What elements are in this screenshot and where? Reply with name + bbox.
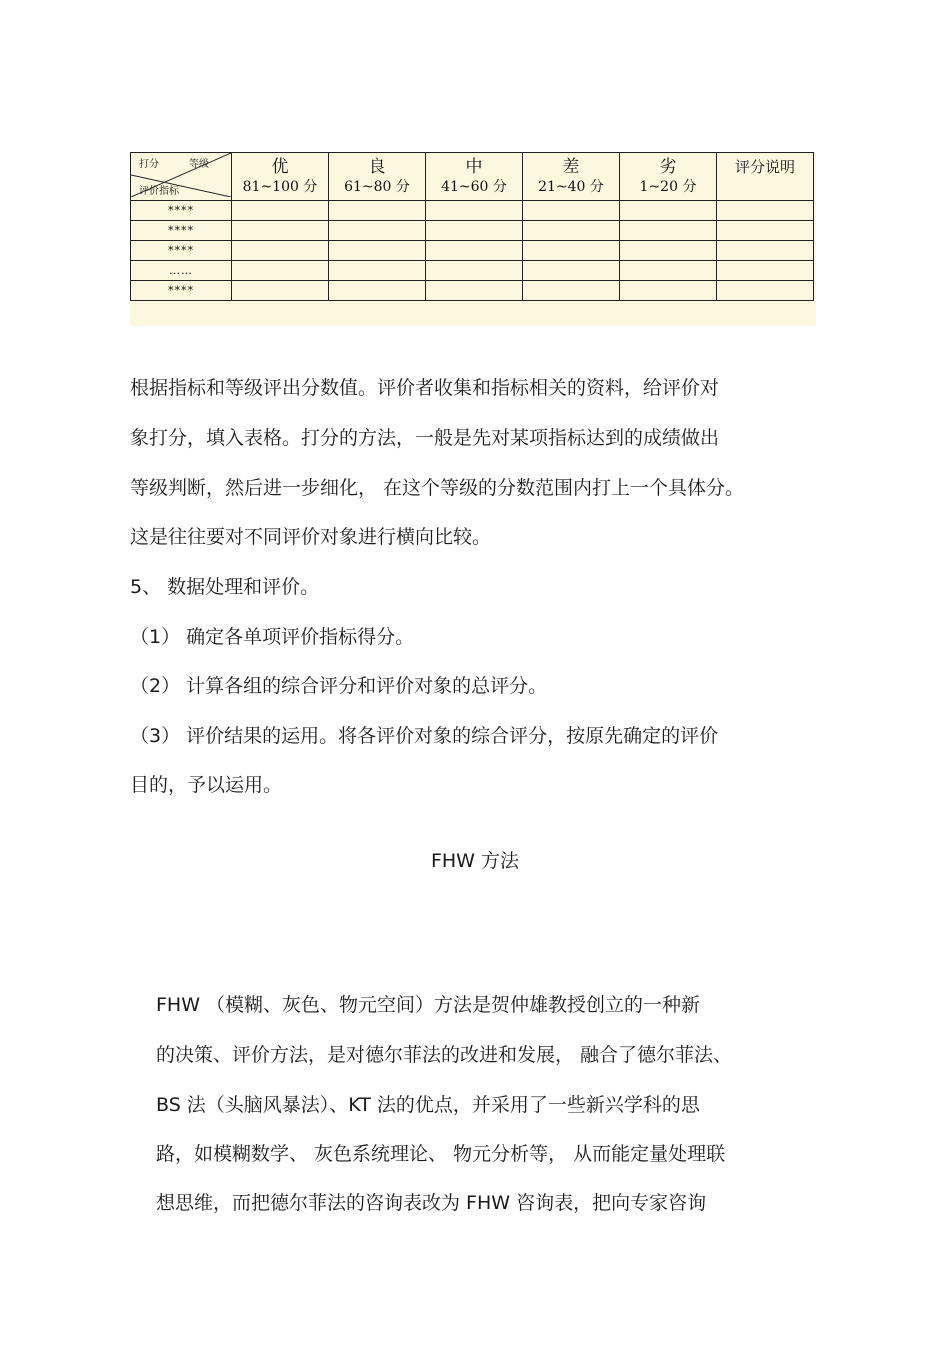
corner-label-grade: 等级: [189, 159, 209, 170]
grade-range: 21~40 分: [538, 179, 604, 195]
paragraph-line: 根据指标和等级评出分数值。评价者收集和指标相关的资料，给评价对: [130, 377, 720, 399]
grade-range: 41~60 分: [441, 179, 507, 195]
fhw-paragraph-line: 的决策、评价方法，是对德尔菲法的改进和发展， 融合了德尔菲法、: [156, 1044, 733, 1066]
table-row: [131, 281, 814, 301]
fhw-paragraph-line: 路，如模糊数学、 灰色系统理论、 物元分析等， 从而能定量处理联: [156, 1143, 726, 1165]
table-row: [131, 241, 814, 261]
list-item-continuation: 目的，予以运用。: [130, 774, 283, 796]
grade-header-poor: [523, 153, 620, 201]
notes-header: 评分说明: [717, 153, 814, 201]
list-heading: 5、 数据处理和评价。: [130, 576, 320, 598]
fhw-paragraph-line: 想思维，而把德尔菲法的咨询表改为 FHW 咨询表，把向专家咨询: [156, 1192, 707, 1214]
paragraph-line: 这是往往要对不同评价对象进行横向比较。: [130, 526, 492, 548]
grade-range: 61~80 分: [344, 179, 410, 195]
corner-label-indicator: 评价指标: [139, 186, 179, 197]
grade-header-good: [329, 153, 426, 201]
list-item: （3） 评价结果的运用。将各评价对象的综合评分，按原先确定的评价: [130, 725, 719, 747]
table-row: [131, 201, 814, 221]
grade-name: 差: [562, 157, 580, 177]
scoring-table: [130, 152, 814, 301]
grade-name: 劣: [659, 157, 677, 177]
grade-header-medium: [426, 153, 523, 201]
diagonal-header-cell: [131, 153, 232, 201]
grade-range: 1~20 分: [639, 179, 697, 195]
corner-label-score: 打分: [139, 159, 159, 170]
list-item: （2） 计算各组的综合评分和评价对象的总评分。: [130, 675, 548, 697]
indicator-cell: ……: [131, 261, 232, 281]
indicator-cell: ****: [131, 201, 232, 221]
indicator-cell: ****: [131, 221, 232, 241]
table-header-row: [131, 153, 814, 201]
grade-range: 81~100 分: [242, 179, 318, 195]
grade-name: 良: [368, 157, 386, 177]
table-row: [131, 261, 814, 281]
indicator-cell: ****: [131, 241, 232, 261]
fhw-paragraph-line: FHW （模糊、灰色、物元空间）方法是贺仲雄教授创立的一种新: [156, 994, 701, 1016]
grade-name: 中: [465, 157, 483, 177]
grade-header-excellent: [232, 153, 329, 201]
grade-name: 优: [271, 157, 289, 177]
grade-header-bad: [620, 153, 717, 201]
fhw-paragraph-line: BS 法（头脑风暴法）、KT 法的优点，并采用了一些新兴学科的思: [156, 1094, 700, 1116]
indicator-cell: ****: [131, 281, 232, 301]
list-item: （1） 确定各单项评价指标得分。: [130, 626, 415, 648]
table-row: [131, 221, 814, 241]
paragraph-line: 象打分，填入表格。打分的方法，一般是先对某项指标达到的成绩做出: [130, 427, 720, 449]
scoring-table-figure: [130, 152, 816, 326]
paragraph-line: 等级判断，然后进一步细化， 在这个等级的分数范围内打上一个具体分。: [130, 477, 745, 499]
section-heading: FHW 方法: [430, 850, 520, 872]
